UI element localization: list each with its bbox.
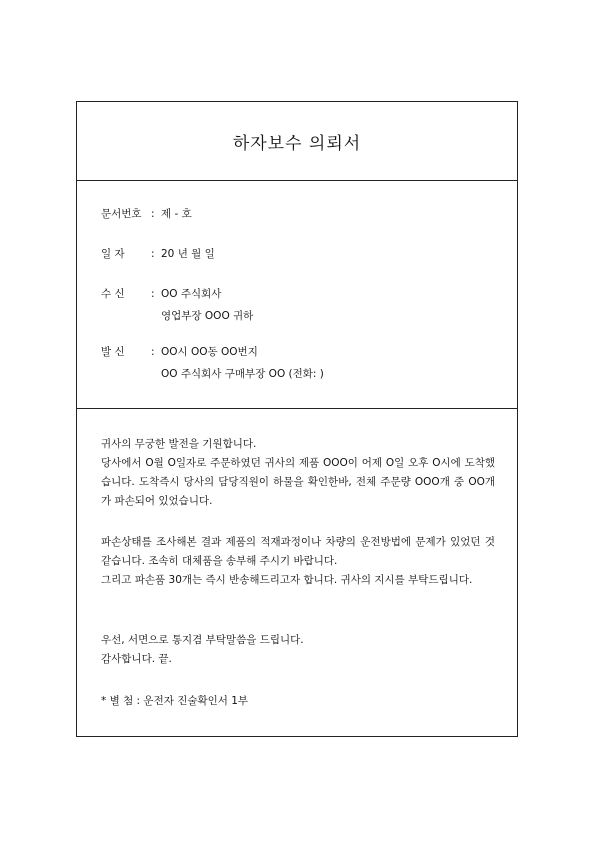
- sender-address: OO시 OO동 OO번지: [161, 346, 258, 358]
- recipient-company: OO 주식회사: [161, 288, 222, 300]
- request-text: 우선, 서면으로 통지겸 부탁말씀을 드립니다.: [101, 634, 304, 646]
- sender-field: [101, 345, 324, 382]
- investigation-text: 파손상태를 조사해본 결과 제품의 적재과정이나 차량의 운전방법에 문제가 있었던 것 같습니다. 조속히 대체품을 송부해 주시기 바랍니다.: [101, 536, 495, 567]
- doc-number-label: 문서번호: [101, 208, 142, 220]
- doc-number-field: [101, 207, 192, 222]
- title-section: [77, 102, 517, 181]
- document-title: 하자보수 의뢰서: [232, 133, 362, 154]
- date-value: 20 년 월 일: [161, 248, 215, 260]
- return-text: 그리고 파손품 30개는 즉시 반송해드리고자 합니다. 귀사의 지시를 부탁드립니다.: [101, 574, 473, 586]
- sender-separator: :: [151, 346, 155, 358]
- header-section: [77, 180, 517, 409]
- attachment-note: * 별 첨 : 운전자 진술확인서 1부: [101, 695, 249, 707]
- recipient-person: 영업부장 OOO 귀하: [161, 310, 254, 322]
- document-frame: [76, 101, 518, 737]
- closing-text: 감사합니다. 끝.: [101, 653, 172, 665]
- recipient-label: 수 신: [101, 288, 125, 300]
- date-label: 일 자: [101, 248, 125, 260]
- recipient-separator: :: [151, 288, 155, 300]
- sender-person: OO 주식회사 구매부장 OO (전화: ): [161, 368, 324, 380]
- greeting-text: 귀사의 무궁한 발전을 기원합니다.: [101, 438, 257, 450]
- recipient-field: [101, 287, 253, 324]
- paragraph-1: [101, 435, 495, 511]
- incident-text: 당사에서 O월 O일자로 주문하였던 귀사의 제품 OOO이 어제 O일 오후 O시에 도착했습니다. 도착즉시 당사의 담당직원이 하물을 확인한바, 전체 주문량 OOO개 중 OO개가 파손되어 있었습니다.: [101, 457, 495, 507]
- date-separator: :: [151, 248, 155, 260]
- doc-number-value: 제 - 호: [161, 208, 192, 220]
- sender-label: 발 신: [101, 346, 125, 358]
- paragraph-2: [101, 533, 495, 590]
- date-field: [101, 247, 215, 262]
- body-section: [77, 408, 517, 738]
- paragraph-3: [101, 631, 495, 669]
- doc-number-separator: :: [151, 208, 155, 220]
